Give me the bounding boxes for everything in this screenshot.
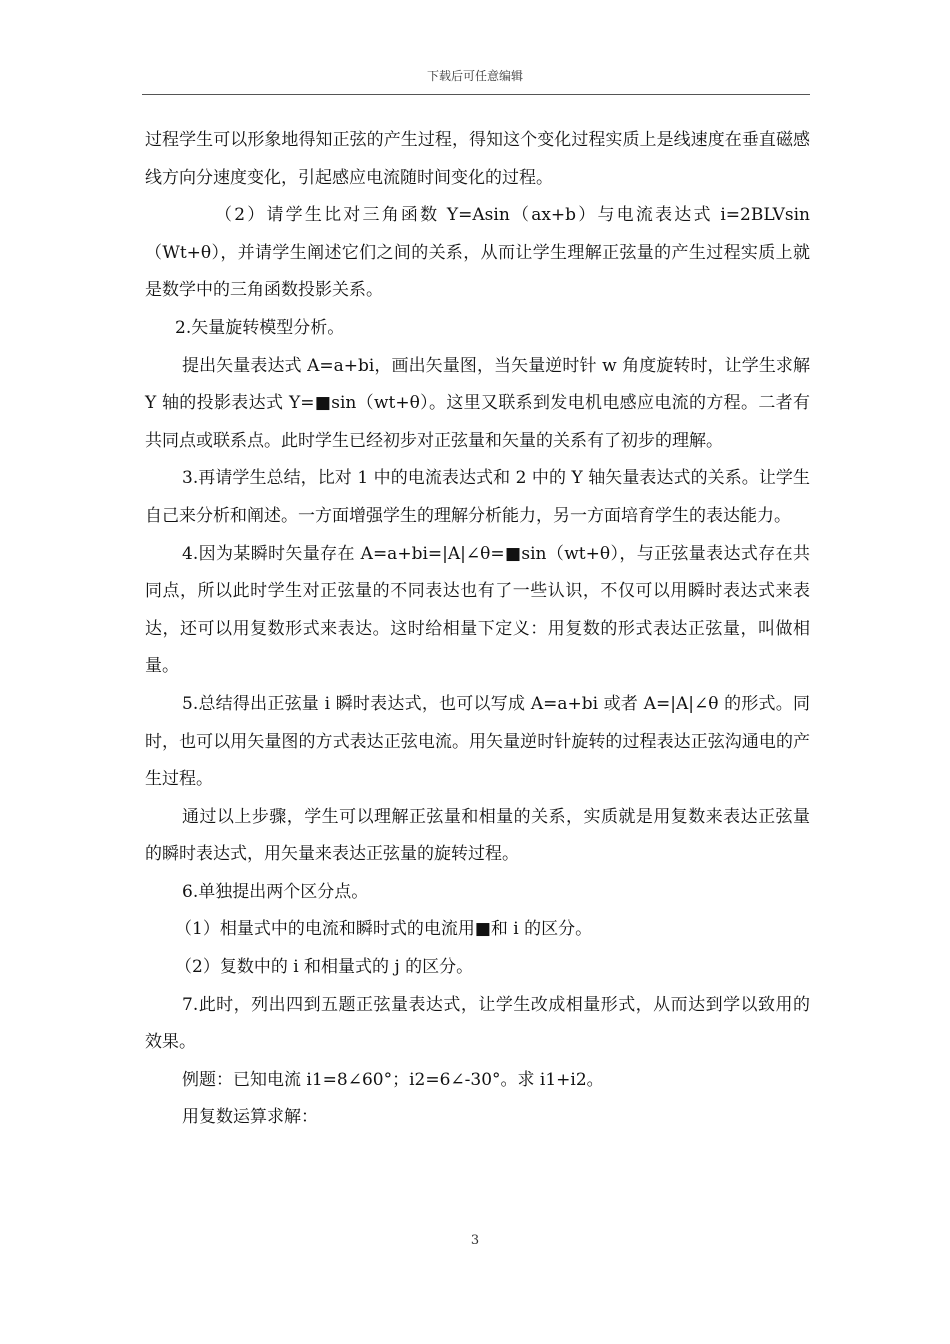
page-header: 下载后可任意编辑 (426, 69, 523, 83)
paragraph: 提出矢量表达式 A=a+bi，画出矢量图，当矢量逆时针 w 角度旋转时，让学生求解 Y 轴的投影表达式 Y=■sin（wt+θ）。这里又联系到发电机电感应电流的方程。二者有共同点或联系点。此时学生已经初步对正弦量和矢量的关系有了初步的理解。 (145, 355, 810, 451)
example-text: 例题：已知电流 i1=8∠60°；i2=6∠-30°。求 i1+i2。 (182, 1069, 604, 1090)
paragraph: 4.因为某瞬时矢量存在 A=a+bi=|A|∠θ=■sin（wt+θ），与正弦量表达式存在共同点，所以此时学生对正弦量的不同表达也有了一些认识，不仅可以用瞬时表达式来表达，还可以用复数形式来表达。这时给相量下定义：用复数的形式表达正弦量，叫做相量。 (145, 543, 810, 677)
section-heading: 6.单独提出两个区分点。 (182, 881, 369, 902)
paragraph: 7.此时，列出四到五题正弦量表达式，让学生改成相量形式，从而达到学以致用的效果。 (145, 994, 810, 1053)
paragraph: 3.再请学生总结，比对 1 中的电流表达式和 2 中的 Y 轴矢量表达式的关系。让学生自己来分析和阐述。一方面增强学生的理解分析能力，另一方面培育学生的表达能力。 (145, 468, 810, 526)
paragraph: 通过以上步骤，学生可以理解正弦量和相量的关系，实质就是用复数来表达正弦量的瞬时表达式，用矢量来表达正弦量的旋转过程。 (145, 806, 810, 865)
document-body (145, 122, 810, 1137)
list-item: （1）相量式中的电流和瞬时式的电流用■和 i 的区分。 (175, 919, 593, 940)
list-item: （2）复数中的 i 和相量式的 j 的区分。 (175, 957, 474, 978)
paragraph: （2）请学生比对三角函数 Y=Asin（ax+b）与电流表达式 i=2BLVsin（Wt+θ），并请学生阐述它们之间的关系，从而让学生理解正弦量的产生过程实质上就是数学中的三角函数投影关系。 (145, 205, 810, 301)
page-number: 3 (470, 1233, 480, 1248)
section-heading: 2.矢量旋转模型分析。 (175, 317, 345, 338)
paragraph: 用复数运算求解： (182, 1107, 318, 1128)
paragraph: 过程学生可以形象地得知正弦的产生过程，得知这个变化过程实质上是线速度在垂直磁感线方向分速度变化，引起感应电流随时间变化的过程。 (145, 130, 810, 188)
header-rule (142, 94, 810, 95)
paragraph: 5.总结得出正弦量 i 瞬时表达式，也可以写成 A=a+bi 或者 A=|A|∠θ 的形式。同时，也可以用矢量图的方式表达正弦电流。用矢量逆时针旋转的过程表达正弦沟通电的产生过程。 (145, 693, 810, 790)
